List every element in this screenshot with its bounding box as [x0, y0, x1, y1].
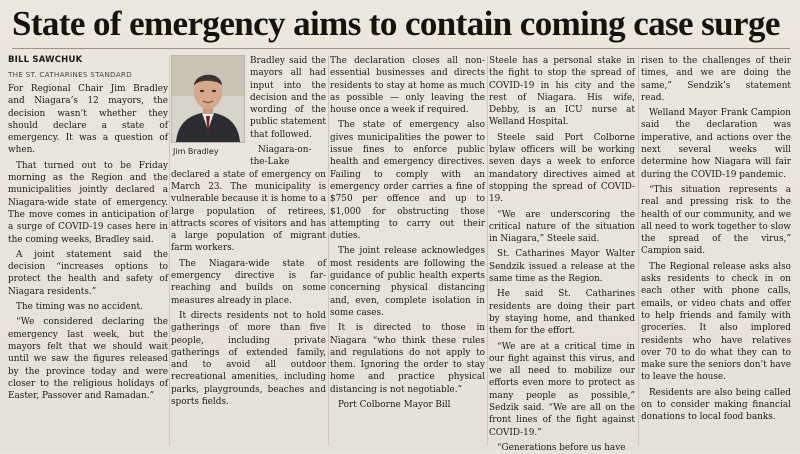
- article-column-4: [489, 55, 635, 453]
- paragraph: Residents are also being called on to consider making financial donations to local food banks.: [641, 387, 791, 423]
- article-column-3: [330, 55, 485, 447]
- source-line: THE ST. CATHARINES STANDARD: [8, 70, 132, 79]
- paragraph: The state of emergency also gives municipalities the power to issue fines to enforce public health and emergency directives. Failing to comply with an emergency order carries a fine of $750 per offence and up to $1,000 for obstructing those attempting to carry out their duties.: [330, 120, 485, 242]
- column-divider: [328, 56, 329, 446]
- paragraph: “We are underscoring the critical nature of the situation in Niagara,” Steele said.: [489, 209, 635, 245]
- paragraph: It is directed to those in Niagara “who think these rules and regulations do not apply to them. Ignoring the order to stay home and practice physical distancing is not negotiable.”: [330, 323, 485, 395]
- headline-rule: [12, 48, 790, 49]
- paragraph: St. Catharines Mayor Walter Sendzik issued a release at the same time as the Region.: [489, 249, 635, 285]
- paragraph: “We are at a critical time in our fight against this virus, and we all need to mobilize our efforts even more to protect as many people as possible,” Sedzik said. “We are all on the front lines of the fight against COVID-19.”: [489, 341, 635, 438]
- article-column-1: [8, 55, 168, 447]
- paragraph: Steele has a personal stake in the fight to stop the spread of COVID-19 in his city and the rest of Niagara. His wife, Debby, is an ICU nurse at Welland Hospital.: [489, 56, 635, 128]
- paragraph: Steele said Port Colborne bylaw officers will be working seven days a week to enforce mandatory directives aimed at stopping the spread of COVID-19.: [489, 132, 635, 205]
- paragraph: risen to the challenges of their times, and we are doing the same,” Sendzik’s statement read.: [641, 56, 791, 103]
- column-divider: [169, 56, 170, 446]
- paragraph: The joint release acknowledges most residents are following the guidance of public health experts concerning physical distancing and, even, complete isolation in some cases.: [330, 246, 485, 318]
- paragraph: The timing was no accident.: [16, 302, 143, 313]
- paragraph: “We considered declaring the emergency last week, but the mayors felt that we should wait until we saw the figures released by the province today and were closer to the religious holidays of Easter, Passover and Ramadan.”: [8, 317, 168, 402]
- paragraph: “Generations before us have: [497, 442, 626, 453]
- paragraph: “This situation represents a real and pressing risk to the health of our community, and we all need to work together to slow the spread of the virus,” Campion said.: [641, 184, 791, 257]
- paragraph: Welland Mayor Frank Campion said the declaration was imperative, and actions over the next several weeks will determine how Niagara will fair during the COVID-19 pandemic.: [641, 108, 791, 180]
- paragraph: The Niagara-wide state of emergency directive is far-reaching and builds on some measures already in place.: [171, 258, 326, 306]
- paragraph: For Regional Chair Jim Bradley and Niagara’s 12 mayors, the decision wasn’t whether they should declare a state of emergency. It was a question of when.: [8, 84, 168, 156]
- headline: State of emergency aims to contain coming case surge: [12, 4, 780, 43]
- column-divider: [487, 56, 488, 446]
- headshot-photo: [171, 55, 245, 143]
- article-column-5: [641, 55, 791, 447]
- column-divider: [638, 56, 639, 446]
- paragraph: Bradley said the mayors all had input into the decision and the wording of the public statement that followed.: [250, 56, 326, 140]
- paragraph: Niagara-on-the-Lake declared a state of emergency on March 23. The municipality is vulnerable because it is home to a large population of retirees, attracts scores of visitors and has a large population of migrant farm workers.: [171, 145, 326, 254]
- paragraph: A joint statement said the decision “increases options to protect the health and safety of Niagara residents.”: [8, 249, 168, 297]
- paragraph: Port Colborne Mayor Bill: [338, 400, 451, 411]
- byline: BILL SAWCHUK: [8, 55, 83, 65]
- photo-caption: Jim Bradley: [173, 147, 219, 156]
- paragraph: That turned out to be Friday morning as the Region and the municipalities jointly declared a Niagara-wide state of emergency. The move comes in anticipation of a surge of COVID-19 cases here in the coming weeks, Bradley said.: [8, 160, 168, 245]
- paragraph: He said St. Catharines residents are doing their part by staying home, and thanked them for the effort.: [489, 289, 635, 337]
- paragraph: The Regional release asks also asks residents to check in on each other with phone calls, emails, or video chats and offer to help friends and family with groceries. It also implored residents who have relatives over 70 to do what they can to make sure the seniors don’t have to leave the house.: [641, 261, 791, 383]
- paragraph: The declaration closes all non-essential businesses and directs residents to stay at home as much as possible — only leaving the house once a week if required.: [330, 56, 485, 116]
- paragraph: It directs residents not to hold gatherings of more than five people, including private gatherings of extended family, and to avoid all outdoor recreational amenities, including parks, playgrounds, beaches and sports fields.: [171, 310, 326, 408]
- article-column-2: [171, 55, 326, 447]
- photo-figure: [171, 55, 245, 161]
- portrait-image: [172, 56, 244, 142]
